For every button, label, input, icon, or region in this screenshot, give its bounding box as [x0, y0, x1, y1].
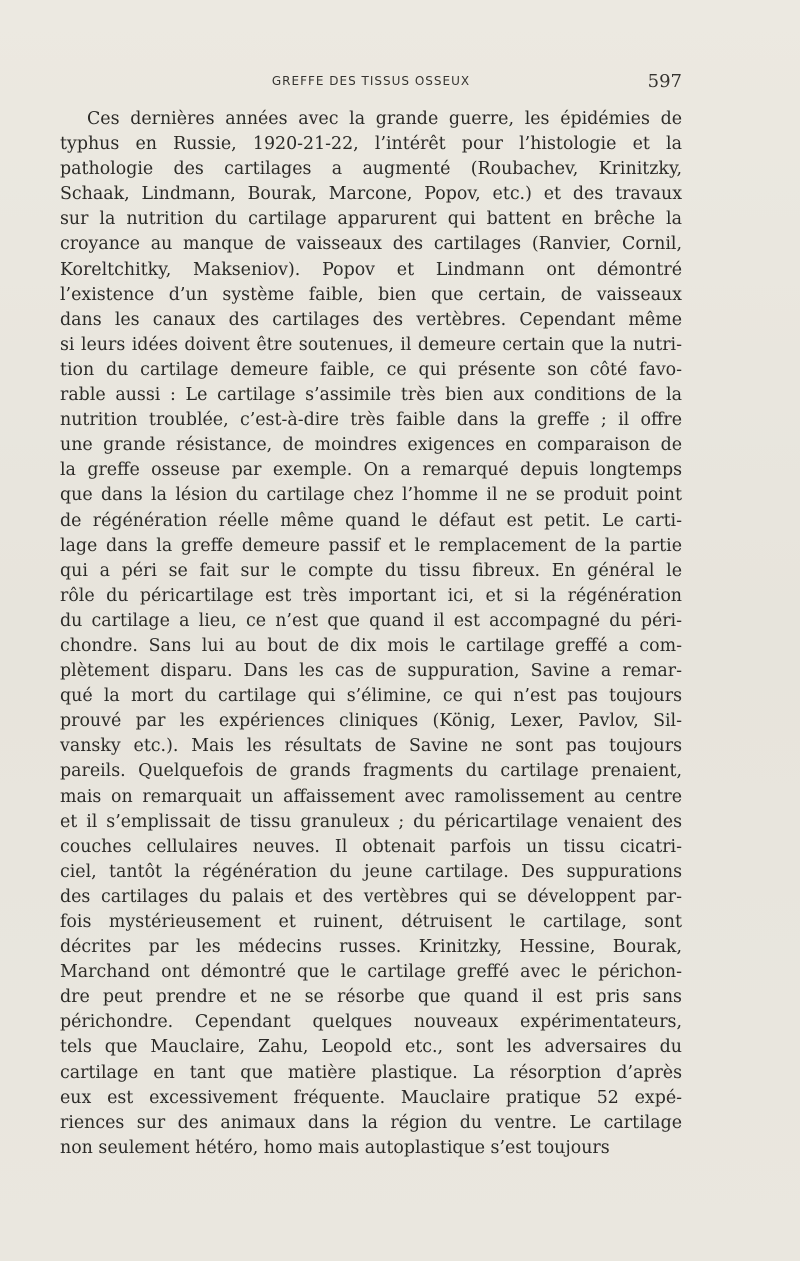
- text-line: fois mystérieusement et ruinent, détruisent le cartilage, sont: [60, 912, 682, 932]
- text-line: Koreltchitky, Makseniov). Popov et Lindmann ont démontré: [60, 259, 682, 280]
- text-line: tels que Mauclaire, Zahu, Leopold etc., sont les adversaires du: [60, 1037, 682, 1058]
- text-line: nutrition troublée, c’est-à-dire très faible dans la greffe ; il offre: [60, 410, 682, 431]
- text-line: si leurs idées doivent être soutenues, il demeure certain que la nutri-: [60, 334, 682, 355]
- text-line: l’existence d’un système faible, bien que certain, de vaisseaux: [60, 284, 682, 305]
- text-line: décrites par les médecins russes. Krinitzky, Hessine, Bourak,: [60, 937, 682, 958]
- page-header: [60, 71, 682, 96]
- text-line: ciel, tantôt la régénération du jeune cartilage. Des suppurations: [60, 861, 682, 882]
- running-title: GREFFE DES TISSUS OSSEUX: [271, 74, 471, 88]
- text-line: et il s’emplissait de tissu granuleux ; du péricartilage venaient des: [60, 811, 682, 832]
- text-line: dans les canaux des cartilages des vertèbres. Cependant même: [60, 309, 682, 330]
- text-line: du cartilage a lieu, ce n’est que quand il est accompagné du péri-: [60, 610, 682, 631]
- text-line: sur la nutrition du cartilage apparurent qui battent en brêche la: [60, 209, 682, 230]
- text-line: périchondre. Cependant quelques nouveaux expérimentateurs,: [60, 1012, 682, 1033]
- text-line: prouvé par les expériences cliniques (König, Lexer, Pavlov, Sil-: [60, 711, 682, 732]
- text-line: rôle du péricartilage est très important ici, et si la régénération: [60, 585, 682, 606]
- text-line: pathologie des cartilages a augmenté (Roubachev, Krinitzky,: [60, 159, 682, 180]
- text-line: des cartilages du palais et des vertèbres qui se développent par-: [60, 886, 682, 907]
- text-line: pareils. Quelquefois de grands fragments du cartilage prenaient,: [60, 761, 682, 782]
- text-line: typhus en Russie, 1920-21-22, l’intérêt pour l’histologie et la: [60, 134, 682, 155]
- text-line: tion du cartilage demeure faible, ce qui présente son côté favo-: [60, 359, 682, 380]
- text-line: vansky etc.). Mais les résultats de Savine ne sont pas toujours: [60, 736, 682, 757]
- text-line: eux est excessivement fréquente. Mauclaire pratique 52 expé-: [60, 1087, 682, 1108]
- body-paragraph: [60, 107, 682, 1161]
- text-line: croyance au manque de vaisseaux des cartilages (Ranvier, Cornil,: [60, 234, 682, 255]
- page-number: 597: [647, 71, 682, 92]
- text-line: de régénération réelle même quand le défaut est petit. Le carti-: [60, 510, 682, 531]
- text-line: que dans la lésion du cartilage chez l’homme il ne se produit point: [60, 485, 682, 506]
- text-line: chondre. Sans lui au bout de dix mois le cartilage greffé a com-: [60, 635, 682, 656]
- text-line: dre peut prendre et ne se résorbe que quand il est pris sans: [60, 987, 682, 1008]
- text-line: Marchand ont démontré que le cartilage greffé avec le périchon-: [60, 962, 682, 983]
- text-line: Ces dernières années avec la grande guerre, les épidémies de: [87, 109, 682, 129]
- text-line: plètement disparu. Dans les cas de suppuration, Savine a remar-: [60, 661, 682, 682]
- text-line: la greffe osseuse par exemple. On a remarqué depuis longtemps: [60, 460, 682, 481]
- text-line: qué la mort du cartilage qui s’élimine, ce qui n’est pas toujours: [60, 686, 682, 707]
- text-line: rable aussi : Le cartilage s’assimile très bien aux conditions de la: [60, 385, 682, 406]
- text-line: mais on remarquait un affaissement avec ramolissement au centre: [60, 786, 682, 807]
- text-line: riences sur des animaux dans la région du ventre. Le cartilage: [60, 1112, 682, 1133]
- text-line: cartilage en tant que matière plastique. La résorption d’après: [60, 1062, 682, 1083]
- text-line: qui a péri se fait sur le compte du tissu fibreux. En général le: [60, 560, 682, 581]
- text-line: une grande résistance, de moindres exigences en comparaison de: [60, 435, 682, 456]
- text-line: Schaak, Lindmann, Bourak, Marcone, Popov, etc.) et des travaux: [60, 184, 682, 205]
- text-line: couches cellulaires neuves. Il obtenait parfois un tissu cicatri-: [60, 836, 682, 857]
- text-line: lage dans la greffe demeure passif et le remplacement de la partie: [60, 535, 682, 556]
- text-line: non seulement hétéro, homo mais autoplastique s’est toujours: [60, 1137, 610, 1158]
